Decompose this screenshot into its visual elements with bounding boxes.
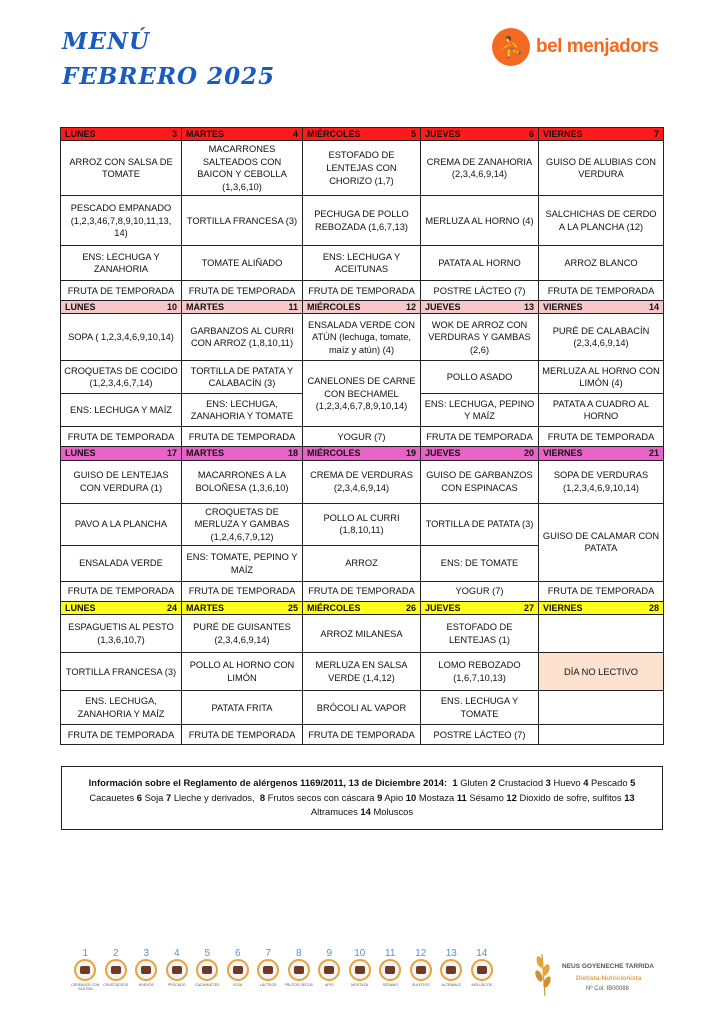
menu-cell: ENSALADA VERDE bbox=[61, 546, 182, 582]
allergen-icon-number: 9 bbox=[326, 948, 333, 959]
allergen-icon-item bbox=[70, 948, 101, 991]
menu-cell: PESCADO EMPANADO (1,2,3,46,7,8,9,10,11,13, 14) bbox=[61, 196, 182, 246]
menu-cell bbox=[539, 615, 664, 653]
menu-row bbox=[61, 427, 664, 447]
allergen-icon-item bbox=[314, 948, 345, 991]
menu-cell: LOMO REBOZADO (1,6,7,10,13) bbox=[421, 653, 539, 691]
day-name: MIÉRCOLES bbox=[307, 448, 361, 459]
allergen-icon-number: 10 bbox=[354, 948, 366, 959]
allergen-icon-label: ALTRAMUZ bbox=[441, 983, 461, 987]
menu-cell: CANELONES DE CARNE CON BECHAMEL (1,2,3,4,6,7,8,9,10,14) bbox=[303, 361, 421, 427]
menu-cell: ESTOFADO DE LENTEJAS (1) bbox=[421, 615, 539, 653]
day-number: 24 bbox=[166, 603, 177, 614]
allergen-icon-item bbox=[345, 948, 376, 991]
day-name: MIÉRCOLES bbox=[307, 603, 361, 614]
menu-cell: GUISO DE LENTEJAS CON VERDURA (1) bbox=[61, 460, 182, 503]
allergen-icon-label: SÉSAMO bbox=[382, 983, 398, 987]
week-header bbox=[61, 602, 664, 615]
brand-logo bbox=[492, 28, 658, 66]
menu-row bbox=[61, 460, 664, 503]
day-number: 28 bbox=[648, 603, 659, 614]
nutritionist-name: NEUS GOYENECHE TARRIDA bbox=[562, 963, 654, 970]
menu-cell: POSTRE LÁCTEO (7) bbox=[421, 281, 539, 301]
menu-cell: CROQUETAS DE MERLUZA Y GAMBAS (1,2,4,6,7,9,12) bbox=[182, 503, 303, 546]
allergen-icon-label: SOJA bbox=[233, 983, 243, 987]
allergen-icon-number: 14 bbox=[476, 948, 488, 959]
day-name: MARTES bbox=[186, 448, 224, 459]
allergen-icon-label: CRUSTÁCEOS bbox=[103, 983, 129, 987]
menu-title: MENÚ bbox=[62, 28, 151, 55]
allergen-icon-number: 4 bbox=[173, 948, 180, 959]
day-name: JUEVES bbox=[425, 603, 461, 614]
menu-cell: ARROZ bbox=[303, 546, 421, 582]
allergen-icon-number: 5 bbox=[204, 948, 211, 959]
menu-cell: SOPA ( 1,2,3,4,6,9,10,14) bbox=[61, 314, 182, 361]
day-name: LUNES bbox=[65, 129, 96, 139]
allergen-icon-label: APIO bbox=[324, 983, 334, 987]
week-header bbox=[61, 447, 664, 460]
menu-cell: YOGUR (7) bbox=[303, 427, 421, 447]
lupin-icon bbox=[440, 959, 462, 981]
menu-cell: POLLO ASADO bbox=[421, 361, 539, 394]
allergen-icon-item bbox=[223, 948, 254, 991]
menu-cell: ENS. LECHUGA Y TOMATE bbox=[421, 691, 539, 725]
day-number: 17 bbox=[166, 448, 177, 459]
runners-icon: ⛹ bbox=[492, 28, 530, 66]
allergen-icon-label: MOSTAZA bbox=[351, 983, 369, 987]
menu-cell: SOPA DE VERDURAS (1,2,3,4,6,9,10,14) bbox=[539, 460, 664, 503]
allergen-info bbox=[61, 766, 663, 830]
soy-icon bbox=[227, 959, 249, 981]
allergen-icon-item bbox=[436, 948, 467, 991]
day-number: 12 bbox=[405, 302, 416, 313]
day-number: 19 bbox=[405, 448, 416, 459]
day-number: 11 bbox=[288, 302, 298, 313]
menu-cell: PAVO A LA PLANCHA bbox=[61, 503, 182, 546]
menu-cell: TORTILLA FRANCESA (3) bbox=[61, 653, 182, 691]
menu-cell: ENSALADA VERDE CON ATÚN (lechuga, tomate, maíz y atún) (4) bbox=[303, 314, 421, 361]
day-name: JUEVES bbox=[425, 129, 461, 139]
menu-cell: MERLUZA AL HORNO CON LIMÓN (4) bbox=[539, 361, 664, 394]
menu-cell: FRUTA DE TEMPORADA bbox=[303, 725, 421, 745]
day-name: MARTES bbox=[186, 302, 224, 313]
menu-cell: GUISO DE GARBANZOS CON ESPINACAS bbox=[421, 460, 539, 503]
menu-cell: PATATA A CUADRO AL HORNO bbox=[539, 394, 664, 427]
day-name: MIÉRCOLES bbox=[307, 129, 361, 139]
day-number: 10 bbox=[166, 302, 177, 313]
allergen-list: 1 Gluten 2 Crustaciod 3 Huevo 4 Pescado 5 Cacauetes 6 Soja 7 Lleche y derivados, 8 Frutos secos con cáscara 9 Apio 10 Mostaza 11 Sésamo 12 Dioxido de sofre, sulfitos 13 Altramuces 14 Moluscos bbox=[89, 777, 636, 818]
fish-icon bbox=[166, 959, 188, 981]
day-name: VIERNES bbox=[543, 129, 583, 139]
day-name: VIERNES bbox=[543, 448, 583, 459]
egg-icon bbox=[135, 959, 157, 981]
day-number: 27 bbox=[523, 603, 534, 614]
allergen-icon-item bbox=[467, 948, 498, 991]
day-number: 14 bbox=[648, 302, 659, 313]
week-header bbox=[61, 128, 664, 141]
menu-cell bbox=[539, 725, 664, 745]
allergen-icon-item bbox=[131, 948, 162, 991]
menu-cell: TOMATE ALIÑADO bbox=[182, 246, 303, 281]
menu-cell: YOGUR (7) bbox=[421, 582, 539, 602]
menu-cell: MERLUZA AL HORNO (4) bbox=[421, 196, 539, 246]
menu-month: FEBRERO 2025 bbox=[62, 63, 276, 90]
menu-cell: FRUTA DE TEMPORADA bbox=[539, 582, 664, 602]
menu-cell: POLLO AL CURRI (1,8,10,11) bbox=[303, 503, 421, 546]
allergen-icon-item bbox=[284, 948, 315, 991]
celery-icon bbox=[318, 959, 340, 981]
menu-cell: POLLO AL HORNO CON LIMÓN bbox=[182, 653, 303, 691]
allergen-icon-label: HUEVOS bbox=[138, 983, 154, 987]
allergen-icon-strip bbox=[70, 948, 497, 991]
allergen-icon-number: 1 bbox=[82, 948, 89, 959]
allergen-icon-label: CACAHUETES bbox=[194, 983, 220, 987]
menu-cell: FRUTA DE TEMPORADA bbox=[61, 281, 182, 301]
day-number: 4 bbox=[292, 129, 298, 139]
day-number: 21 bbox=[648, 448, 659, 459]
day-number: 7 bbox=[653, 129, 659, 139]
allergen-icon-number: 7 bbox=[265, 948, 272, 959]
menu-cell: ARROZ MILANESA bbox=[303, 615, 421, 653]
menu-cell: SALCHICHAS DE CERDO A LA PLANCHA (12) bbox=[539, 196, 664, 246]
menu-cell: ESTOFADO DE LENTEJAS CON CHORIZO (1,7) bbox=[303, 141, 421, 196]
logo-text: bel menjadors bbox=[536, 36, 659, 57]
day-name: VIERNES bbox=[543, 302, 583, 313]
allergen-icon-label: CEREALES CON GLUTEN bbox=[71, 983, 100, 991]
nutritionist-registration: Nº Col. IB00088 bbox=[586, 986, 629, 992]
day-name: JUEVES bbox=[425, 448, 461, 459]
menu-row bbox=[61, 615, 664, 653]
allergen-icon-label: PESCADO bbox=[167, 983, 186, 987]
mustard-icon bbox=[349, 959, 371, 981]
allergen-icon-item bbox=[253, 948, 284, 991]
menu-row bbox=[61, 582, 664, 602]
day-number: 5 bbox=[410, 129, 416, 139]
menu-cell: FRUTA DE TEMPORADA bbox=[182, 725, 303, 745]
sesame-icon bbox=[379, 959, 401, 981]
nut-icon bbox=[288, 959, 310, 981]
menu-cell: ENS: LECHUGA, PEPINO Y MAÍZ bbox=[421, 394, 539, 427]
day-number: 13 bbox=[523, 302, 534, 313]
menu-cell: WOK DE ARROZ CON VERDURAS Y GAMBAS (2,6) bbox=[421, 314, 539, 361]
menu-cell: GUISO DE CALAMAR CON PATATA bbox=[539, 503, 664, 582]
day-name: JUEVES bbox=[425, 302, 461, 313]
menu-cell: GARBANZOS AL CURRI CON ARROZ (1,8,10,11) bbox=[182, 314, 303, 361]
no-school-day: DÍA NO LECTIVO bbox=[539, 653, 664, 691]
crab-icon bbox=[105, 959, 127, 981]
allergen-intro: Información sobre el Reglamento de alérgenos 1169/2011, 13 de Diciembre 2014: bbox=[88, 777, 448, 788]
menu-cell: ENS: LECHUGA, ZANAHORIA Y TOMATE bbox=[182, 394, 303, 427]
day-name: LUNES bbox=[65, 448, 96, 459]
allergen-icon-item bbox=[375, 948, 406, 991]
menu-row bbox=[61, 503, 664, 546]
allergen-icon-number: 13 bbox=[445, 948, 457, 959]
menu-cell: CROQUETAS DE COCIDO (1,2,3,4,6,7,14) bbox=[61, 361, 182, 394]
allergen-icon-item bbox=[192, 948, 223, 991]
mollusc-icon bbox=[471, 959, 493, 981]
menu-cell: TORTILLA DE PATATA (3) bbox=[421, 503, 539, 546]
nutritionist-role: Dietista-Nutricionista bbox=[576, 975, 642, 982]
day-number: 3 bbox=[171, 129, 177, 139]
menu-cell: FRUTA DE TEMPORADA bbox=[61, 582, 182, 602]
milk-icon bbox=[257, 959, 279, 981]
menu-cell: FRUTA DE TEMPORADA bbox=[61, 725, 182, 745]
day-name: LUNES bbox=[65, 302, 96, 313]
menu-row bbox=[61, 653, 664, 691]
menu-cell: ENS: LECHUGA Y MAÍZ bbox=[61, 394, 182, 427]
menu-cell: PECHUGA DE POLLO REBOZADA (1,6,7,13) bbox=[303, 196, 421, 246]
allergen-icon-number: 3 bbox=[143, 948, 150, 959]
menu-cell: ENS: DE TOMATE bbox=[421, 546, 539, 582]
menu-cell: CREMA DE VERDURAS (2,3,4,6,9,14) bbox=[303, 460, 421, 503]
menu-cell: FRUTA DE TEMPORADA bbox=[303, 281, 421, 301]
menu-table bbox=[60, 127, 664, 745]
menu-cell: BRÓCOLI AL VAPOR bbox=[303, 691, 421, 725]
menu-cell: FRUTA DE TEMPORADA bbox=[182, 281, 303, 301]
menu-cell: TORTILLA FRANCESA (3) bbox=[182, 196, 303, 246]
allergen-icon-number: 2 bbox=[112, 948, 119, 959]
menu-cell: CREMA DE ZANAHORIA (2,3,4,6,9,14) bbox=[421, 141, 539, 196]
allergen-icon-item bbox=[162, 948, 193, 991]
day-name: MARTES bbox=[186, 603, 224, 614]
day-name: VIERNES bbox=[543, 603, 583, 614]
allergen-icon-label: MOLUSCOS bbox=[471, 983, 493, 987]
menu-cell: MACARRONES SALTEADOS CON BAICON Y CEBOLLA (1,3,6,10) bbox=[182, 141, 303, 196]
menu-cell: GUISO DE ALUBIAS CON VERDURA bbox=[539, 141, 664, 196]
allergen-icon-number: 12 bbox=[415, 948, 427, 959]
menu-row bbox=[61, 691, 664, 725]
menu-cell: ENS. LECHUGA, ZANAHORIA Y MAÍZ bbox=[61, 691, 182, 725]
menu-cell bbox=[539, 691, 664, 725]
menu-cell: FRUTA DE TEMPORADA bbox=[61, 427, 182, 447]
menu-cell: POSTRE LÁCTEO (7) bbox=[421, 725, 539, 745]
allergen-icon-number: 6 bbox=[234, 948, 241, 959]
allergen-icon-label: FRUTOS SECOS bbox=[284, 983, 313, 987]
menu-cell: ENS: LECHUGA Y ACEITUNAS bbox=[303, 246, 421, 281]
menu-cell: FRUTA DE TEMPORADA bbox=[539, 427, 664, 447]
wheat-icon bbox=[528, 948, 562, 996]
menu-cell: FRUTA DE TEMPORADA bbox=[421, 427, 539, 447]
menu-cell: ESPAGUETIS AL PESTO (1,3,6,10,7) bbox=[61, 615, 182, 653]
menu-row bbox=[61, 246, 664, 281]
menu-cell: FRUTA DE TEMPORADA bbox=[303, 582, 421, 602]
menu-cell: MACARRONES A LA BOLOÑESA (1,3,6,10) bbox=[182, 460, 303, 503]
day-number: 26 bbox=[405, 603, 416, 614]
menu-row bbox=[61, 281, 664, 301]
week-header bbox=[61, 301, 664, 314]
day-name: MARTES bbox=[186, 129, 224, 139]
allergen-icon-number: 11 bbox=[385, 948, 396, 959]
menu-cell: FRUTA DE TEMPORADA bbox=[539, 281, 664, 301]
allergen-icon-label: SULFITOS bbox=[411, 983, 430, 987]
menu-cell: PATATA AL HORNO bbox=[421, 246, 539, 281]
menu-cell: PURÉ DE GUISANTES (2,3,4,6,9,14) bbox=[182, 615, 303, 653]
allergen-icon-item bbox=[101, 948, 132, 991]
menu-row bbox=[61, 361, 664, 394]
menu-row bbox=[61, 141, 664, 196]
menu-cell: TORTILLA DE PATATA Y CALABACÍN (3) bbox=[182, 361, 303, 394]
menu-cell: PATATA FRITA bbox=[182, 691, 303, 725]
day-number: 20 bbox=[523, 448, 534, 459]
menu-row bbox=[61, 196, 664, 246]
peanut-icon bbox=[196, 959, 218, 981]
menu-cell: PURÉ DE CALABACÍN (2,3,4,6,9,14) bbox=[539, 314, 664, 361]
menu-cell: FRUTA DE TEMPORADA bbox=[182, 427, 303, 447]
menu-cell: ARROZ BLANCO bbox=[539, 246, 664, 281]
menu-cell: MERLUZA EN SALSA VERDE (1,4,12) bbox=[303, 653, 421, 691]
allergen-icon-number: 8 bbox=[295, 948, 302, 959]
menu-cell: ENS: LECHUGA Y ZANAHORIA bbox=[61, 246, 182, 281]
menu-cell: ENS: TOMATE, PEPINO Y MAÍZ bbox=[182, 546, 303, 582]
day-name: MIÉRCOLES bbox=[307, 302, 361, 313]
menu-cell: ARROZ CON SALSA DE TOMATE bbox=[61, 141, 182, 196]
wheat-icon bbox=[74, 959, 96, 981]
day-number: 6 bbox=[528, 129, 534, 139]
sulphite-icon bbox=[410, 959, 432, 981]
day-name: LUNES bbox=[65, 603, 96, 614]
allergen-icon-item bbox=[406, 948, 437, 991]
menu-cell: FRUTA DE TEMPORADA bbox=[182, 582, 303, 602]
menu-row bbox=[61, 725, 664, 745]
day-number: 18 bbox=[287, 448, 298, 459]
menu-row bbox=[61, 314, 664, 361]
nutritionist-signature bbox=[528, 948, 668, 998]
allergen-icon-label: LÁCTEOS bbox=[259, 983, 277, 987]
day-number: 25 bbox=[287, 603, 298, 614]
